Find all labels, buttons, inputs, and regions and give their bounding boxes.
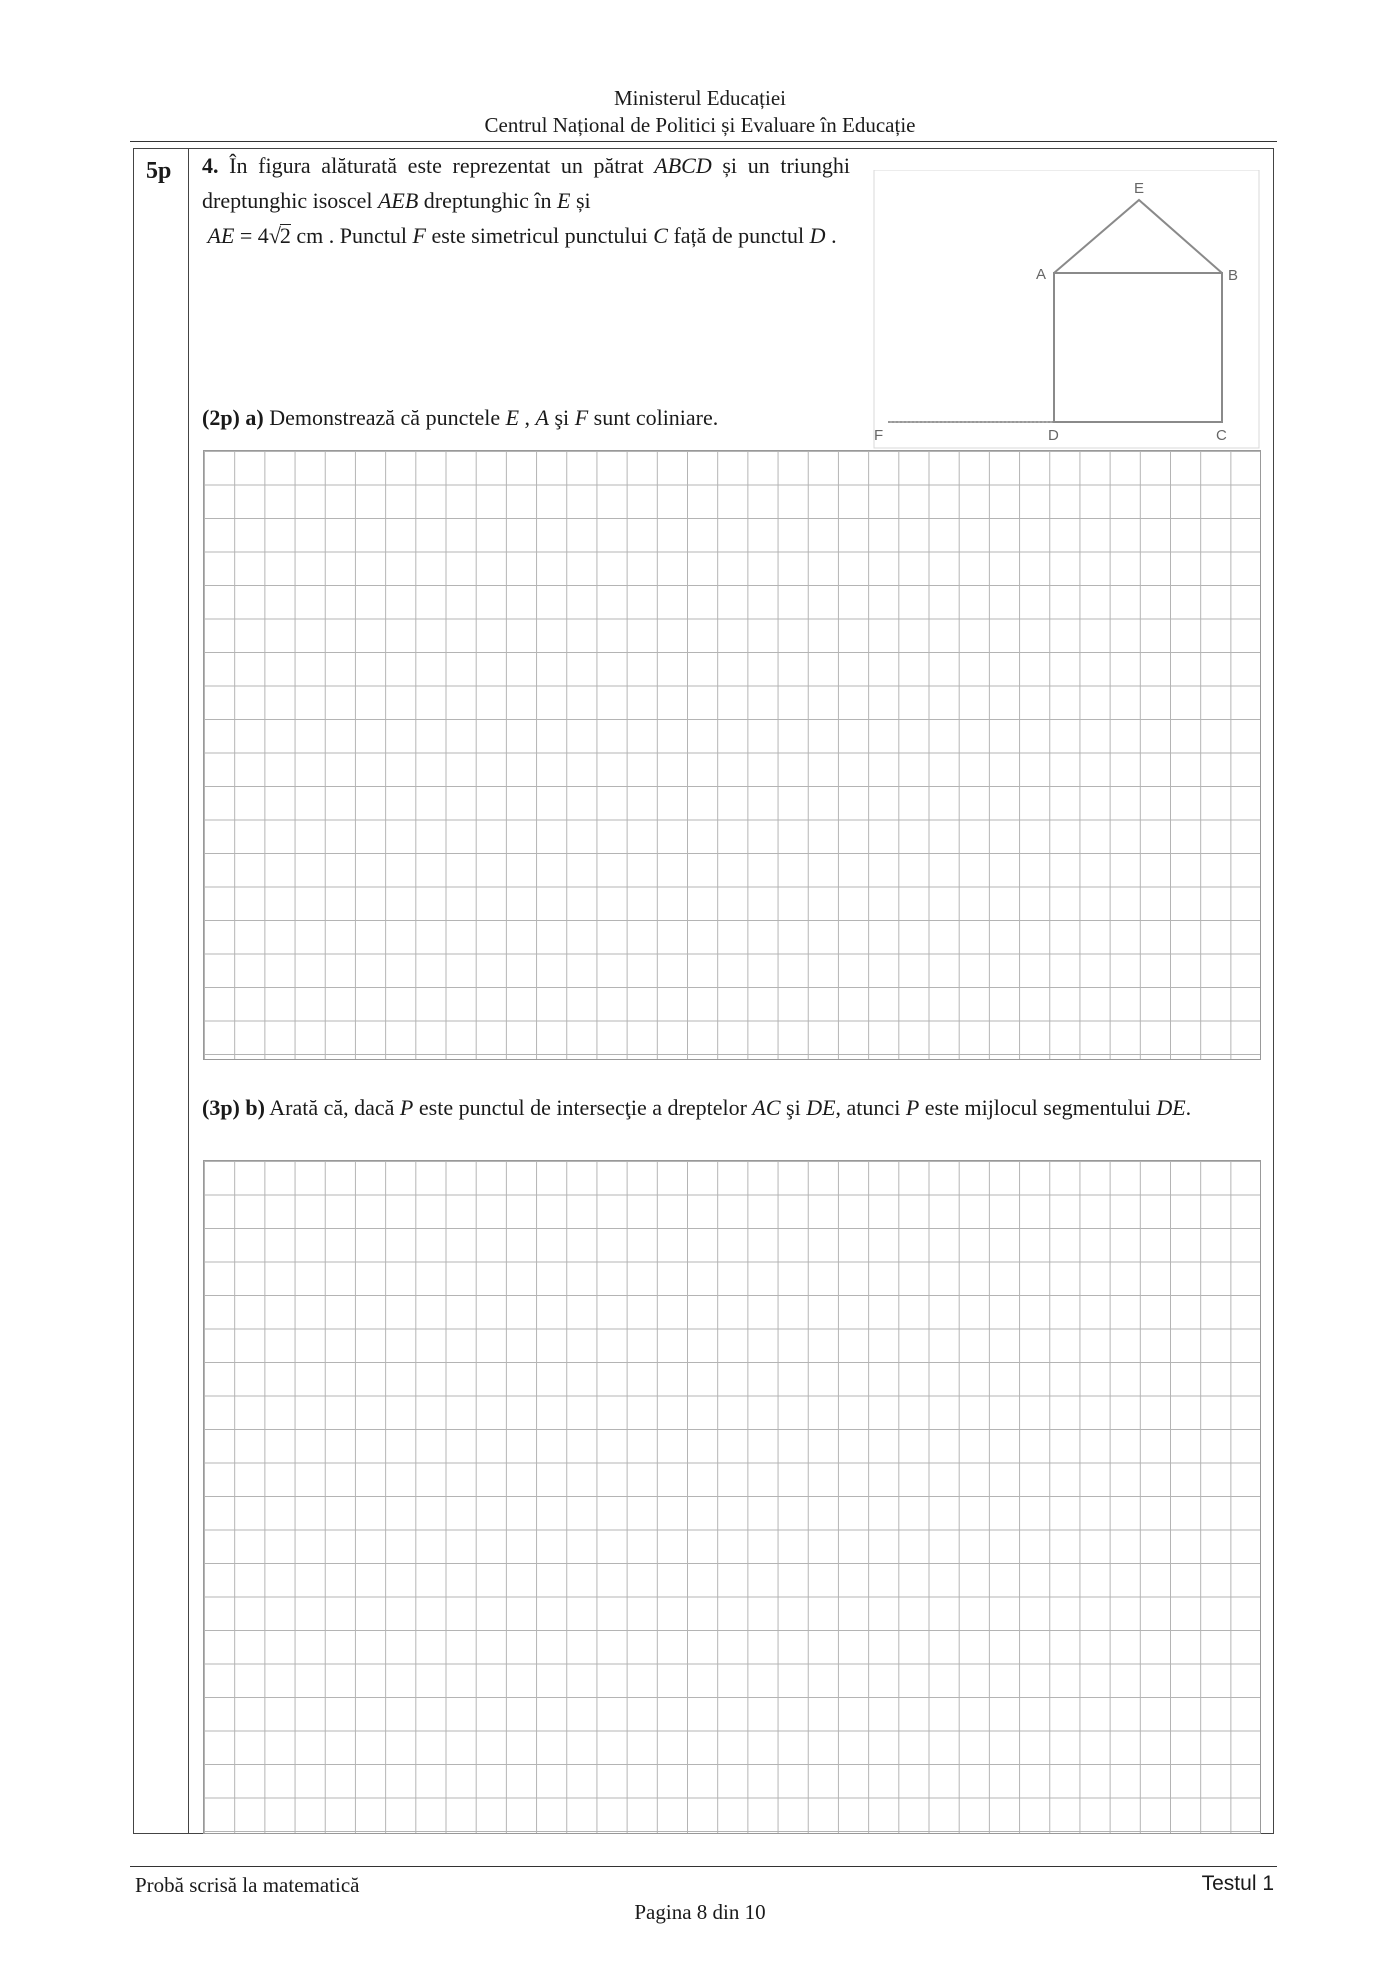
part-b-question: (3p) b) Arată că, dacă P este punctul de intersecţie a dreptelor AC şi DE, atunci P este mijlocul segmentului DE. xyxy=(202,1095,1192,1120)
geometry-figure xyxy=(866,170,1261,450)
header-ministry: Ministerul Educației xyxy=(613,86,787,110)
points-column-divider xyxy=(188,148,189,1834)
header-center: Centrul Național de Politici și Evaluare în Educație xyxy=(484,113,916,137)
problem-statement: 4. În figura alăturată este reprezentat un pătrat ABCD și un triunghi dreptunghic isoscel AEB dreptunghic în E și AE = 4√2 cm . Punctul F este simetricul punctului C față de punctul D . xyxy=(202,153,851,248)
answer-grid-a[interactable] xyxy=(203,450,1261,1060)
footer-exam-title: Probă scrisă la matematică xyxy=(135,1873,360,1897)
square-abcd xyxy=(1054,273,1222,422)
triangle-aeb xyxy=(1054,200,1222,273)
answer-grid-b[interactable] xyxy=(203,1160,1261,1834)
footer-page-number: Pagina 8 din 10 xyxy=(634,1900,766,1924)
label-b: B xyxy=(1228,267,1239,284)
figure-border xyxy=(874,170,1259,448)
points-label: 5p xyxy=(146,158,172,184)
label-a: A xyxy=(1036,266,1047,283)
label-d: D xyxy=(1048,427,1059,444)
label-e: E xyxy=(1134,180,1145,197)
ae-formula: AE = 4√2 xyxy=(207,223,291,248)
label-c: C xyxy=(1216,427,1227,444)
header-rule xyxy=(130,141,1277,142)
label-f: F xyxy=(874,427,884,444)
footer-rule xyxy=(130,1866,1277,1867)
footer-test-number: Testul 1 xyxy=(1201,1872,1274,1895)
problem-number: 4. xyxy=(202,153,219,178)
part-a-question: (2p) a) Demonstrează că punctele E , A şi F sunt coliniare. xyxy=(202,405,719,430)
